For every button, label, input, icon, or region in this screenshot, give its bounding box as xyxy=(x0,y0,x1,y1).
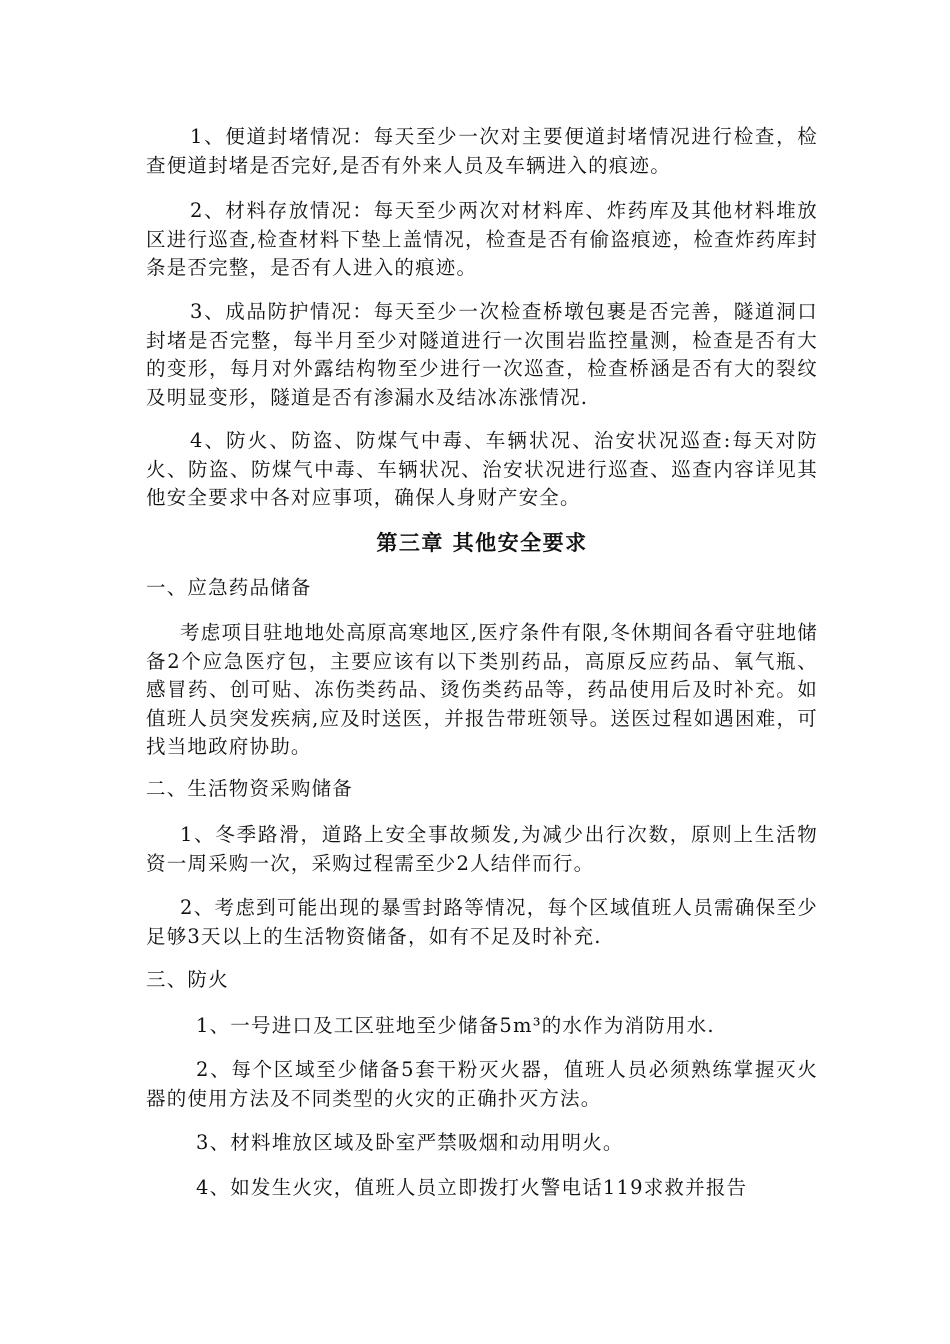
paragraph-road-blocking: 1、便道封堵情况：每天至少一次对主要便道封堵情况进行检查，检查便道封堵是否完好,是否有外来人员及车辆进入的痕迹。 xyxy=(146,125,818,177)
section-title-supplies: 二、生活物资采购储备 xyxy=(146,777,354,800)
paragraph-fire-3: 3、材料堆放区域及卧室严禁吸烟和动用明火。 xyxy=(196,1131,624,1154)
paragraph-fire-1: 1、一号进口及工区驻地至少储备5m³的水作为消防用水. xyxy=(196,1014,715,1037)
paragraph-fire-theft-patrol: 4、防火、防盗、防煤气中毒、车辆状况、治安状况巡查:每天对防火、防盗、防煤气中毒、车辆状况、治安状况进行巡查、巡查内容详见其他安全要求中各对应事项，确保人身财产安全。 xyxy=(146,429,818,509)
section-title-emergency-medicine: 一、应急药品储备 xyxy=(146,576,312,599)
paragraph-supplies-1: 1、冬季路滑，道路上安全事故频发,为减少出行次数，原则上生活物资一周采购一次，采购过程需至少2人结伴而行。 xyxy=(146,823,818,875)
paragraph-product-protection: 3、成品防护情况：每天至少一次检查桥墩包裹是否完善，隧道洞口封堵是否完整，每半月至少对隧道进行一次围岩监控量测，检查是否有大的变形，每月对外露结构物至少进行一次巡查，检查桥涵是否有大的裂纹及明显变形，隧道是否有渗漏水及结冰冻涨情况. xyxy=(146,300,818,409)
section-title-fire-prevention: 三、防火 xyxy=(146,968,229,991)
paragraph-supplies-2: 2、考虑到可能出现的暴雪封路等情况，每个区域值班人员需确保至少足够3天以上的生活物资储备，如有不足及时补充. xyxy=(146,896,818,948)
paragraph-material-storage: 2、材料存放情况：每天至少两次对材料库、炸药库及其他材料堆放区进行巡查,检查材料下垫上盖情况，检查是否有偷盗痕迹，检查炸药库封条是否完整，是否有人进入的痕迹。 xyxy=(146,199,818,279)
paragraph-emergency-medicine: 考虑项目驻地地处高原高寒地区,医疗条件有限,冬休期间各看守驻地储备2个应急医疗包，主要应该有以下类别药品，高原反应药品、氧气瓶、感冒药、创可贴、冻伤类药品、烫伤类药品等，药品使用后及时补充。如值班人员突发疾病,应及时送医，并报告带班领导。送医过程如遇困难，可找当地政府协助。 xyxy=(146,621,818,758)
chapter-title: 第三章 其他安全要求 xyxy=(376,531,588,555)
paragraph-fire-4: 4、如发生火灾，值班人员立即拨打火警电话119求救并报告 xyxy=(196,1176,748,1199)
paragraph-fire-2: 2、每个区域至少储备5套干粉灭火器，值班人员必须熟练掌握灭火器的使用方法及不同类型的火灾的正确扑灭方法。 xyxy=(146,1058,818,1110)
